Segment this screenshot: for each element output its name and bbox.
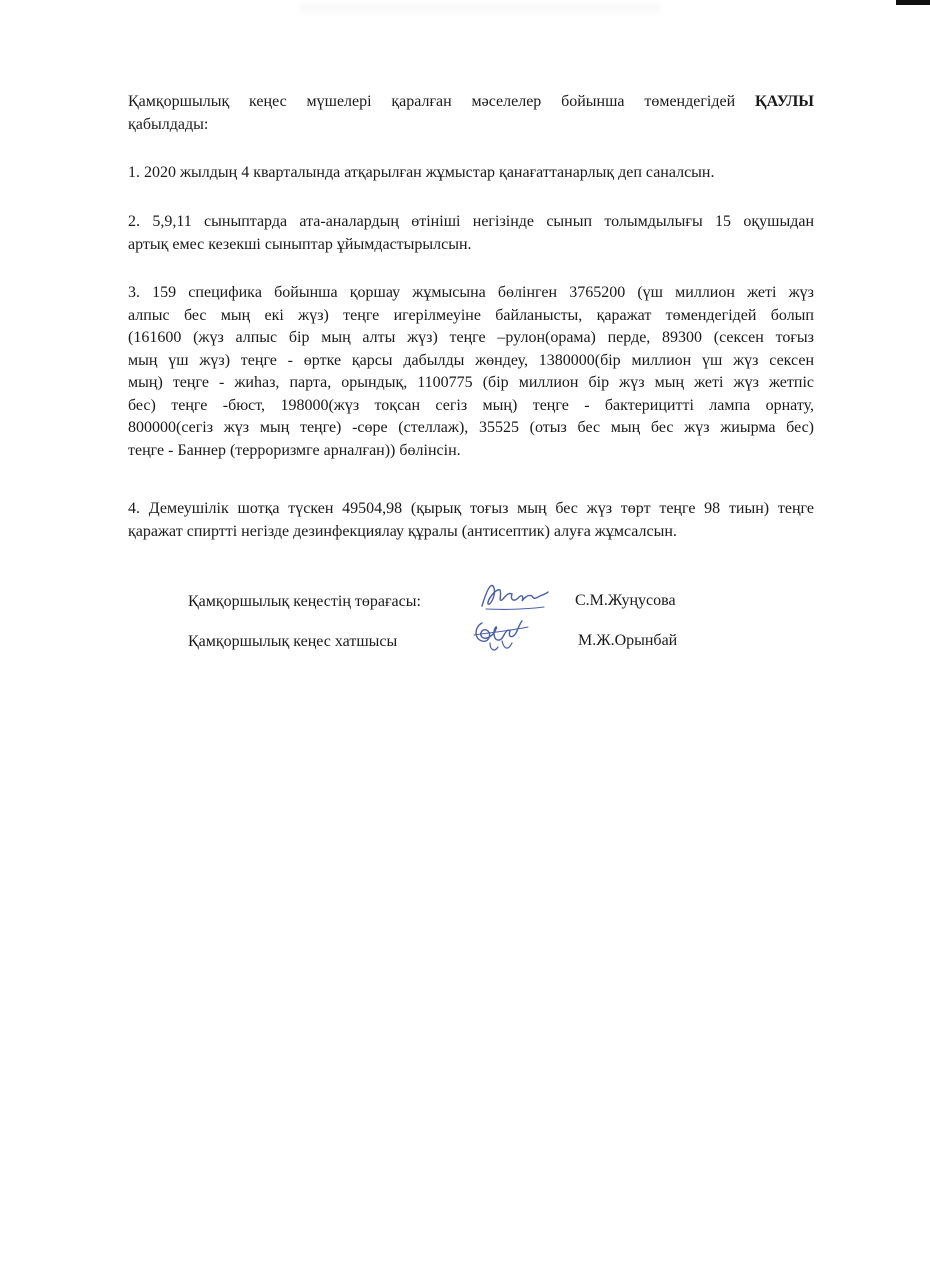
intro-line-2: қабылдады: xyxy=(128,115,209,133)
decision-3-line: (161600 (жүз алпыс бір мың алты жүз) теңге –рулон(орама) перде, 89300 (сексен тоғыз xyxy=(128,329,814,346)
decision-3-line: мың үш жүз) теңге - өртке қарсы дабылды жөндеу, 1380000(бір миллион үш жүз сексен xyxy=(128,351,814,369)
secretary-title: Қамқоршылық кеңес хатшысы xyxy=(188,633,398,650)
decision-4-line: қаражат спиртті негізде дезинфекциялау құралы (антисептик) алуға жұмсалсын. xyxy=(128,522,677,540)
decision-2-line: 2. 5,9,11 сыныптарда ата-аналардың өтініші негізінде сынып толымдылығы 15 оқушыдан xyxy=(128,213,814,230)
resolution-heading: ҚАУЛЫ xyxy=(754,93,814,110)
decision-4 xyxy=(128,498,814,543)
decision-3-line: теңге - Баннер (терроризмге арналған)) бөлінсін. xyxy=(128,441,461,459)
decision-2-line: артық емес кезекші сыныптар ұйымдастырылсын. xyxy=(128,235,472,253)
chair-title: Қамқоршылық кеңестің төрағасы: xyxy=(188,593,421,610)
decision-1-line: 1. 2020 жылдың 4 кварталында атқарылған жұмыстар қанағаттанарлық деп саналсын. xyxy=(128,164,715,181)
intro-line-1: Қамқоршылық кеңес мүшелері қаралған мәселелер бойынша төмендегідей ҚАУЛЫ xyxy=(128,93,814,110)
decision-3-line: мың) теңге - жиһаз, парта, орындық, 1100775 (бір миллион бір жүз мың жеті жүз жетпіс xyxy=(128,374,814,391)
resolution-intro xyxy=(128,91,814,136)
secretary-signature xyxy=(468,613,532,657)
decision-3-line: 3. 159 спецификa бойынша қоршау жұмысына бөлінген 3765200 (үш миллион жеті жүз xyxy=(128,284,814,301)
decision-1 xyxy=(128,162,814,185)
decision-3-line: 800000(сегіз жүз мың теңге) -сөре (стеллаж), 35525 (отыз бес мың бес жүз жиырма бес) xyxy=(128,419,814,436)
secretary-name: М.Ж.Орынбай xyxy=(578,632,678,649)
scan-corner-mark xyxy=(896,0,930,5)
chair-name: С.М.Жуңусова xyxy=(575,592,676,609)
decision-2 xyxy=(128,211,814,256)
chair-signature xyxy=(478,576,552,616)
decision-3 xyxy=(128,282,814,462)
decision-4-line: 4. Демеушілік шотқа түскен 49504,98 (қырық тоғыз мың бес жүз төрт теңге 98 тиын) теңге xyxy=(128,500,814,517)
decision-3-line: алпыс бес мың екі жүз) теңге игерілмеуіне байланысты, қаражат төмендегідей болып xyxy=(128,306,814,324)
decision-3-line: бес) теңге -бюст, 198000(жүз тоқсан сегіз мың) теңге - бактерицитті лампа орнату, xyxy=(128,396,814,414)
scan-bleed-through xyxy=(300,4,660,16)
